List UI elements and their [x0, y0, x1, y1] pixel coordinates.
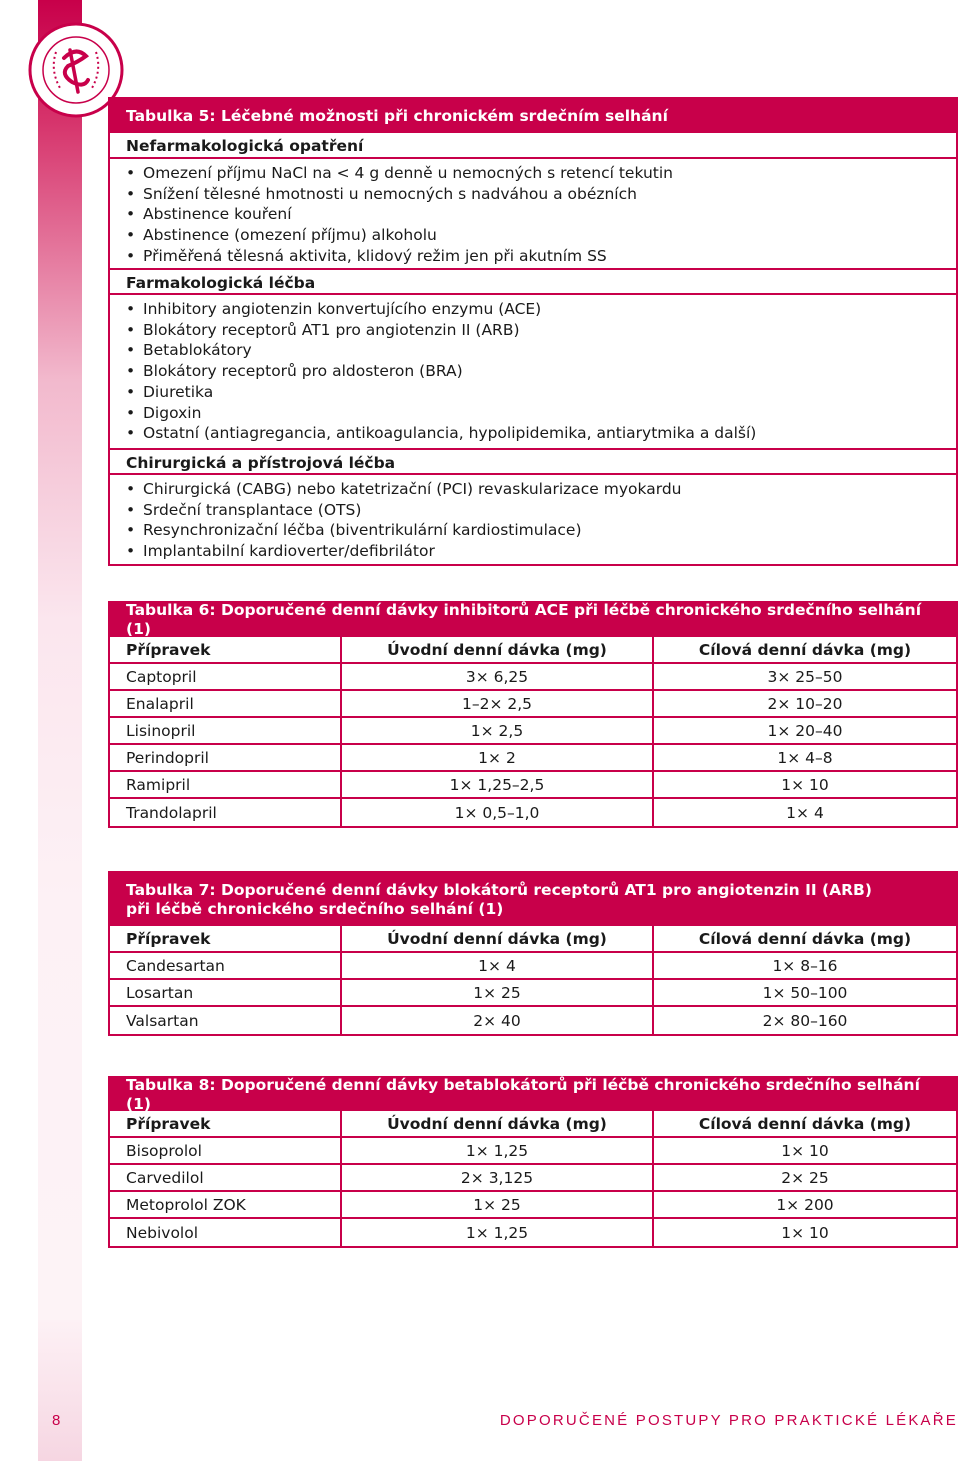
- initial-dose: 1× 1,25: [342, 1138, 654, 1163]
- initial-dose: 1× 1,25: [342, 1219, 654, 1246]
- running-footer-title: DOPORUČENÉ POSTUPY PRO PRAKTICKÉ LÉKAŘE: [499, 1412, 958, 1429]
- section-nonpharma: [110, 133, 956, 268]
- bullet-list: [110, 159, 956, 268]
- section-heading: Chirurgická a přístrojová léčba: [110, 448, 956, 475]
- side-color-strip: [38, 0, 82, 1461]
- drug-name: Ramipril: [110, 772, 342, 797]
- table-row: [110, 1138, 956, 1165]
- initial-dose: 1× 1,25–2,5: [342, 772, 654, 797]
- drug-name: Nebivolol: [110, 1219, 342, 1246]
- table-row: [110, 691, 956, 718]
- initial-dose: 2× 3,125: [342, 1165, 654, 1190]
- target-dose: 1× 4–8: [777, 748, 833, 767]
- target-dose: 1× 200: [776, 1195, 834, 1214]
- bullet-list: [110, 295, 956, 448]
- column-header: Úvodní denní dávka (mg): [342, 926, 654, 951]
- initial-dose: 1× 2,5: [342, 718, 654, 743]
- initial-dose: 1× 25: [342, 980, 654, 1005]
- drug-name: Carvedilol: [110, 1165, 342, 1190]
- list-item: • Digoxin: [126, 403, 956, 424]
- initial-dose: 1× 0,5–1,0: [342, 799, 654, 826]
- initial-dose: 3× 6,25: [342, 664, 654, 689]
- list-item: • Diuretika: [126, 382, 956, 403]
- table-5: [108, 97, 958, 566]
- table-row: [110, 1219, 956, 1246]
- target-dose: 2× 25: [781, 1168, 829, 1187]
- column-header: Přípravek: [110, 1111, 342, 1136]
- table-row: [110, 718, 956, 745]
- initial-dose: 2× 40: [342, 1007, 654, 1034]
- initial-dose: 1–2× 2,5: [342, 691, 654, 716]
- table-header-row: [110, 1111, 956, 1138]
- list-item: • Snížení tělesné hmotnosti u nemocných s nadváhou a obézních: [126, 184, 956, 205]
- table-row: [110, 772, 956, 799]
- table-6-title-text: Tabulka 6: Doporučené denní dávky inhibitorů ACE při léčbě chronického srdečního selhání (1): [126, 601, 922, 638]
- table-row: [110, 745, 956, 772]
- column-header: Přípravek: [110, 926, 342, 951]
- list-item: • Omezení příjmu NaCl na < 4 g denně u nemocných s retencí tekutin: [126, 163, 956, 184]
- column-header: Přípravek: [110, 637, 342, 662]
- drug-name: Candesartan: [110, 953, 342, 978]
- table-row: [110, 1165, 956, 1192]
- drug-name: Lisinopril: [110, 718, 342, 743]
- column-header: Cílová denní dávka (mg): [698, 1114, 912, 1133]
- drug-name: Losartan: [110, 980, 342, 1005]
- table-header-row: [110, 926, 956, 953]
- section-heading: Nefarmakologická opatření: [110, 133, 956, 159]
- initial-dose: 1× 2: [342, 745, 654, 770]
- drug-name: Valsartan: [110, 1007, 342, 1034]
- section-surgical: [110, 448, 956, 562]
- side-strip-bottom: [38, 1320, 82, 1461]
- list-item: • Abstinence (omezení příjmu) alkoholu: [126, 225, 956, 246]
- table-6-title: [110, 603, 956, 637]
- section-pharma: [110, 268, 956, 448]
- list-item: • Přiměřená tělesná aktivita, klidový režim jen při akutním SS: [126, 246, 956, 267]
- list-item: • Abstinence kouření: [126, 204, 956, 225]
- table-8-title: [110, 1075, 956, 1113]
- target-dose: 2× 10–20: [767, 694, 843, 713]
- initial-dose: 1× 25: [342, 1192, 654, 1217]
- target-dose: 3× 25–50: [767, 667, 843, 686]
- table-8: [108, 1076, 958, 1248]
- table-7-title: [110, 873, 956, 926]
- list-item: • Resynchronizační léčba (biventrikulární kardiostimulace): [126, 520, 956, 541]
- column-header: Úvodní denní dávka (mg): [342, 637, 654, 662]
- drug-name: Trandolapril: [110, 799, 342, 826]
- table-row: [110, 953, 956, 980]
- initial-dose: 1× 4: [342, 953, 654, 978]
- target-dose: 1× 20–40: [767, 721, 843, 740]
- list-item: • Chirurgická (CABG) nebo katetrizační (PCI) revaskularizace myokardu: [126, 479, 956, 500]
- list-item: • Implantabilní kardioverter/defibrilátor: [126, 541, 956, 562]
- target-dose: 1× 10: [781, 1141, 829, 1160]
- drug-name: Enalapril: [110, 691, 342, 716]
- table-row: [110, 799, 956, 826]
- list-item: • Betablokátory: [126, 340, 956, 361]
- table-7: [108, 871, 958, 1036]
- list-item: • Ostatní (antiagregancia, antikoagulancia, hypolipidemika, antiarytmika a další): [126, 423, 956, 444]
- bullet-list: [110, 475, 956, 562]
- table-7-title-line-2: při léčbě chronického srdečního selhání (1): [126, 899, 504, 918]
- list-item: • Srdeční transplantace (OTS): [126, 500, 956, 521]
- list-item: • Inhibitory angiotenzin konvertujícího enzymu (ACE): [126, 299, 956, 320]
- section-heading: Farmakologická léčba: [110, 268, 956, 295]
- column-header: Cílová denní dávka (mg): [698, 929, 912, 948]
- target-dose: 1× 50–100: [762, 983, 848, 1002]
- page-number: 8: [52, 1412, 61, 1429]
- table-5-title: [110, 99, 956, 133]
- drug-name: Perindopril: [110, 745, 342, 770]
- column-header: Úvodní denní dávka (mg): [342, 1111, 654, 1136]
- table-5-title-text: Tabulka 5: Léčebné možnosti při chronickém srdečním selhání: [126, 106, 668, 125]
- table-row: [110, 664, 956, 691]
- target-dose: 1× 8–16: [772, 956, 838, 975]
- column-header: Cílová denní dávka (mg): [698, 640, 912, 659]
- table-8-title-text: Tabulka 8: Doporučené denní dávky betablokátorů při léčbě chronického srdečního selhání (1): [126, 1075, 920, 1113]
- table-header-row: [110, 637, 956, 664]
- table-row: [110, 980, 956, 1007]
- table-row: [110, 1192, 956, 1219]
- drug-name: Captopril: [110, 664, 342, 689]
- list-item: • Blokátory receptorů pro aldosteron (BRA): [126, 361, 956, 382]
- list-item: • Blokátory receptorů AT1 pro angiotenzin II (ARB): [126, 320, 956, 341]
- target-dose: 1× 10: [781, 1223, 829, 1242]
- table-6: [108, 601, 958, 828]
- target-dose: 1× 10: [781, 775, 829, 794]
- table-7-title-line-1: Tabulka 7: Doporučené denní dávky blokátorů receptorů AT1 pro angiotenzin II (ARB): [126, 880, 872, 899]
- drug-name: Metoprolol ZOK: [110, 1192, 342, 1217]
- drug-name: Bisoprolol: [110, 1138, 342, 1163]
- target-dose: 2× 80–160: [762, 1011, 848, 1030]
- table-row: [110, 1007, 956, 1034]
- target-dose: 1× 4: [786, 803, 824, 822]
